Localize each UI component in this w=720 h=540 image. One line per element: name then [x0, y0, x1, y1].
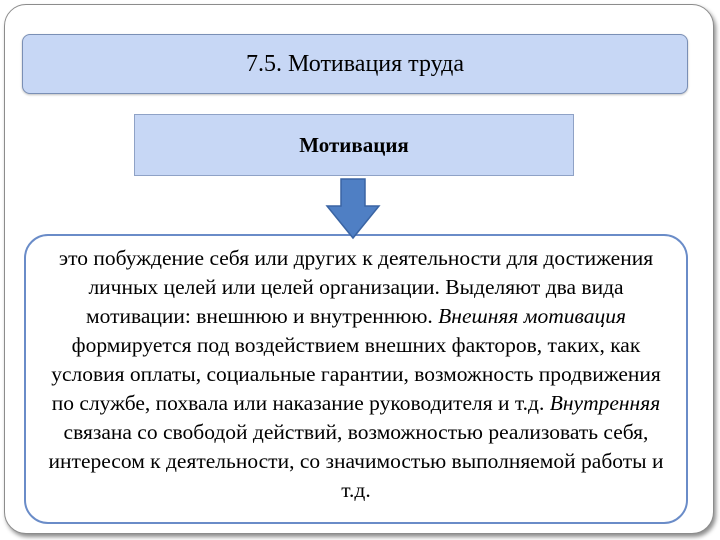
definition-box — [24, 234, 688, 524]
definition-part-2: формируется под воздействием внешних факторов, таких, как условия оплаты, социальные гарантии, возможность продвижения по службе, похвала или наказание руководителя и т.д. — [51, 333, 661, 415]
definition-part-3: связана со свободой действий, возможностью реализовать себя, интересом к деятельности, со значимостью выполняемой работы и т.д. — [48, 420, 664, 502]
slide-title-box — [22, 34, 688, 94]
definition-part-1: это побуждение себя или других к деятельности для достижения личных целей или целей организации. Выделяют два вида мотивации: внешнюю и внутреннюю. — [58, 246, 654, 328]
down-arrow-icon — [325, 178, 381, 240]
term-external-motivation: Внешняя мотивация — [438, 304, 626, 328]
definition-text — [40, 244, 672, 505]
slide-title: 7.5. Мотивация труда — [246, 50, 464, 77]
concept-box — [134, 114, 574, 176]
term-internal-motivation: Внутренняя — [549, 391, 661, 415]
concept-label: Мотивация — [299, 132, 409, 157]
